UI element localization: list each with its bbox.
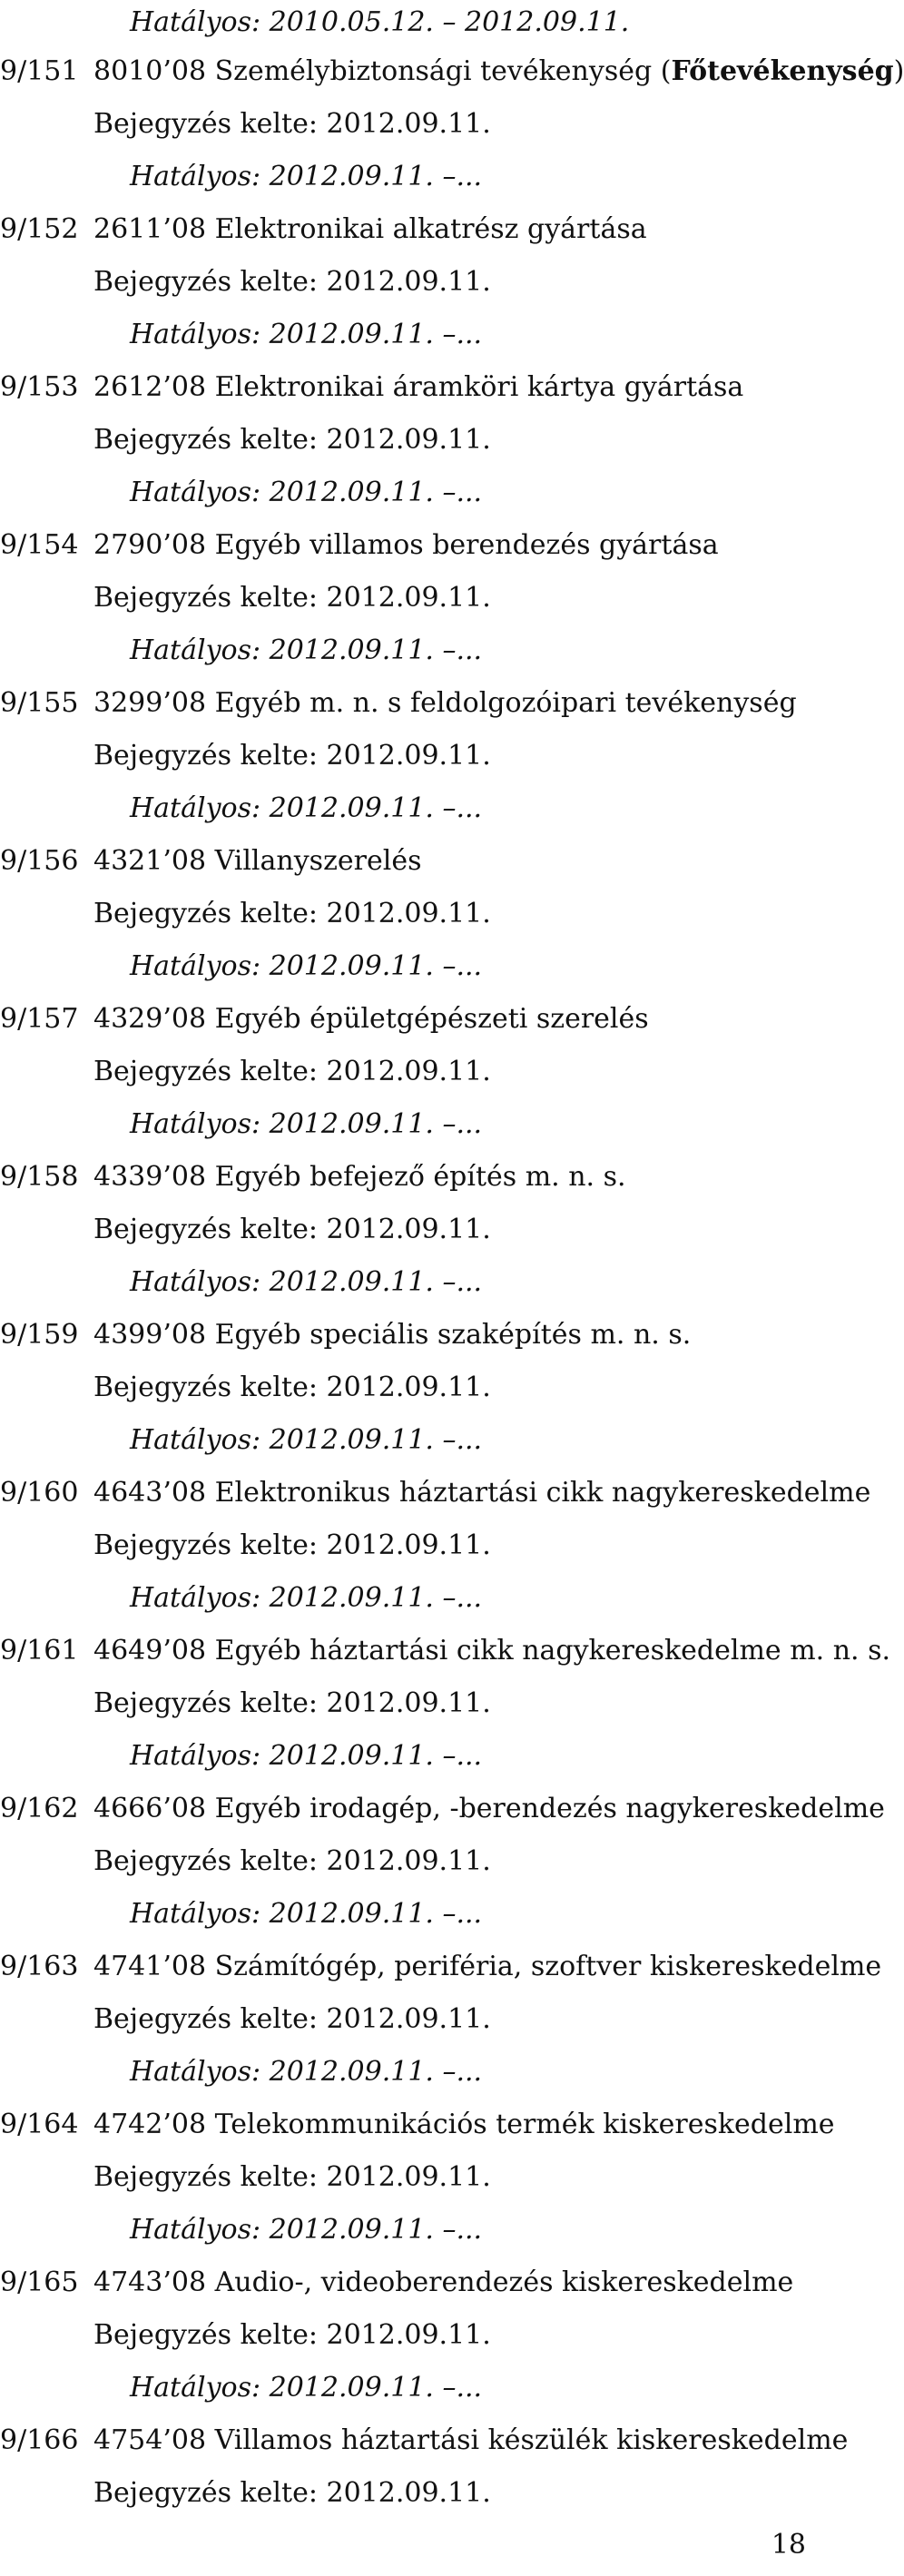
entry-number: 9/165 <box>0 2266 79 2298</box>
entry-number: 9/162 <box>0 1793 79 1824</box>
entry-date-line <box>0 98 871 151</box>
entry-date: Bejegyzés kelte: 2012.09.11. <box>93 1529 491 1561</box>
entry-date-line <box>0 572 871 624</box>
activity-text: 2790’08 Egyéb villamos berendezés gyártása <box>93 529 719 561</box>
entry-activity <box>93 2414 848 2467</box>
entry-number: 9/155 <box>0 687 79 719</box>
page-number: 18 <box>771 2529 806 2561</box>
entry-activity <box>93 1309 691 1362</box>
entry-activity <box>93 45 904 98</box>
activity-text: 2611’08 Elektronikai alkatrész gyártása <box>93 213 647 245</box>
entry-date-line <box>0 730 871 782</box>
entry-date-line <box>0 1993 871 2046</box>
entry-number: 9/158 <box>0 1161 79 1193</box>
activity-text: 4329’08 Egyéb épületgépészeti szerelés <box>93 1003 649 1035</box>
entry-heading-line <box>0 1783 885 1835</box>
entry-list <box>0 45 904 2520</box>
entry-heading-line <box>0 361 871 414</box>
activity-text: 4743’08 Audio-, videoberendezés kiskereskedelme <box>93 2266 794 2298</box>
activity-text: 4643’08 Elektronikus háztartási cikk nagykereskedelme <box>93 1477 871 1509</box>
entry-number: 9/152 <box>0 213 79 245</box>
activity-text: 4399’08 Egyéb speciális szaképítés m. n. s. <box>93 1319 692 1351</box>
entry-date-line <box>0 1519 871 1572</box>
entry-number: 9/161 <box>0 1635 79 1667</box>
entry-date-line <box>0 1046 871 1098</box>
entry-date: Bejegyzés kelte: 2012.09.11. <box>93 1372 491 1403</box>
entry-date-line <box>0 2467 871 2520</box>
entry-validity: Hatályos: 2012.09.11. –... <box>130 161 483 192</box>
entry-date: Bejegyzés kelte: 2012.09.11. <box>93 582 491 614</box>
entry-activity <box>93 1151 626 1204</box>
entry-heading-line <box>0 1625 891 1677</box>
entry-date: Bejegyzés kelte: 2012.09.11. <box>93 266 491 298</box>
entry-activity <box>93 1467 870 1519</box>
entry-validity-line <box>0 1572 871 1625</box>
entry-number: 9/157 <box>0 1003 79 1035</box>
entry-validity: Hatályos: 2012.09.11. –... <box>130 1582 483 1614</box>
entry-validity: Hatályos: 2012.09.11. –... <box>130 477 483 508</box>
entry-date: Bejegyzés kelte: 2012.09.11. <box>93 2003 491 2035</box>
entry-activity <box>93 835 421 888</box>
entry-validity-line <box>0 467 871 519</box>
entry-validity-line <box>0 624 871 677</box>
entry-activity <box>93 677 797 730</box>
entry-validity-line <box>0 782 871 835</box>
entry-number: 9/160 <box>0 1477 79 1509</box>
entry-date-line <box>0 414 871 467</box>
activity-text: 8010’08 Személybiztonsági tevékenység <box>93 55 653 87</box>
entry-number: 9/163 <box>0 1951 79 1982</box>
entry-activity <box>93 1941 881 1993</box>
entry-heading-line <box>0 2099 871 2151</box>
entry-validity-line <box>0 1888 871 1941</box>
activity-text: 4666’08 Egyéb irodagép, -berendezés nagykereskedelme <box>93 1793 885 1824</box>
entry-validity-line <box>0 2204 871 2256</box>
entry-activity <box>93 1783 885 1835</box>
entry-heading-line <box>0 519 871 572</box>
entry-date-line <box>0 1835 871 1888</box>
entry-validity-line <box>0 2362 871 2414</box>
entry-heading-line <box>0 2256 871 2309</box>
entry-activity <box>93 2099 835 2151</box>
entry-date: Bejegyzés kelte: 2012.09.11. <box>93 740 491 772</box>
entry-activity <box>93 1625 890 1677</box>
entry-validity: Hatályos: 2012.09.11. –... <box>130 319 483 350</box>
entry-date: Bejegyzés kelte: 2012.09.11. <box>93 1056 491 1087</box>
entry-activity <box>93 203 647 256</box>
entry-date: Bejegyzés kelte: 2012.09.11. <box>93 1214 491 1245</box>
entry-validity: Hatályos: 2012.09.11. –... <box>130 2214 483 2246</box>
entry-date-line <box>0 1362 871 1414</box>
entry-heading-line <box>0 1467 871 1519</box>
entry-validity-line <box>0 1098 871 1151</box>
activity-text: 4339’08 Egyéb befejező építés m. n. s. <box>93 1161 626 1193</box>
entry-activity <box>93 361 743 414</box>
entry-validity-line <box>0 2046 871 2099</box>
activity-text: 2612’08 Elektronikai áramköri kártya gyártása <box>93 371 744 403</box>
activity-text: 4741’08 Számítógép, periféria, szoftver kiskereskedelme <box>93 1951 882 1982</box>
activity-note-close: ) <box>893 55 904 87</box>
entry-heading-line <box>0 1151 871 1204</box>
entry-date: Bejegyzés kelte: 2012.09.11. <box>93 1687 491 1719</box>
entry-validity: Hatályos: 2012.09.11. –... <box>130 1898 483 1930</box>
entry-number: 9/154 <box>0 529 79 561</box>
entry-validity-line <box>0 1256 871 1309</box>
entry-date-line <box>0 2309 871 2362</box>
activity-text: 4649’08 Egyéb háztartási cikk nagykereskedelme m. n. s. <box>93 1635 891 1667</box>
activity-text: 3299’08 Egyéb m. n. s feldolgozóipari tevékenység <box>93 687 797 719</box>
entry-date-line <box>0 1677 871 1730</box>
entry-validity-line <box>0 1414 871 1467</box>
entry-validity: Hatályos: 2012.09.11. –... <box>130 1740 483 1772</box>
entry-validity: Hatályos: 2012.09.11. –... <box>130 792 483 824</box>
entry-validity: Hatályos: 2012.09.11. –... <box>130 1108 483 1140</box>
entry-heading-line <box>0 993 871 1046</box>
entry-validity-line <box>0 151 871 203</box>
entry-activity <box>93 519 719 572</box>
activity-text: 4321’08 Villanyszerelés <box>93 845 422 877</box>
entry-number: 9/156 <box>0 845 79 877</box>
entry-number: 9/159 <box>0 1319 79 1351</box>
entry-date: Bejegyzés kelte: 2012.09.11. <box>93 1845 491 1877</box>
entry-validity: Hatályos: 2012.09.11. –... <box>130 634 483 666</box>
entry-date: Bejegyzés kelte: 2012.09.11. <box>93 108 491 140</box>
entry-number: 9/164 <box>0 2109 79 2140</box>
entry-heading-line <box>0 677 871 730</box>
entry-heading-line <box>0 835 871 888</box>
validity-text: Hatályos: 2010.05.12. – 2012.09.11. <box>130 6 630 38</box>
activity-text: 4742’08 Telekommunikációs termék kiskereskedelme <box>93 2109 835 2140</box>
entry-activity <box>93 993 649 1046</box>
entry-date: Bejegyzés kelte: 2012.09.11. <box>93 424 491 456</box>
entry-date-line <box>0 1204 871 1256</box>
entry-heading-line <box>0 1941 882 1993</box>
entry-number: 9/151 <box>0 55 79 87</box>
main-activity-label: Főtevékenység <box>671 55 894 87</box>
entry-date: Bejegyzés kelte: 2012.09.11. <box>93 898 491 929</box>
entry-heading-line <box>0 203 871 256</box>
entry-validity: Hatályos: 2012.09.11. –... <box>130 2372 483 2404</box>
entry-number: 9/166 <box>0 2424 79 2456</box>
entry-validity: Hatályos: 2012.09.11. –... <box>130 1424 483 1456</box>
entry-activity <box>93 2256 793 2309</box>
entry-validity-line <box>0 940 871 993</box>
entry-date-line <box>0 256 871 309</box>
entry-date-line <box>0 888 871 940</box>
entry-number: 9/153 <box>0 371 79 403</box>
activity-text: 4754’08 Villamos háztartási készülék kiskereskedelme <box>93 2424 849 2456</box>
entry-validity: Hatályos: 2012.09.11. –... <box>130 1266 483 1298</box>
entry-heading-line <box>0 2414 871 2467</box>
entry-validity-line <box>0 309 871 361</box>
entry-heading-line <box>0 45 904 98</box>
entry-validity: Hatályos: 2012.09.11. –... <box>130 2056 483 2088</box>
entry-validity-line <box>0 1730 871 1783</box>
validity-line <box>0 0 871 45</box>
entry-date: Bejegyzés kelte: 2012.09.11. <box>93 2161 491 2193</box>
activity-note-open: ( <box>652 55 672 87</box>
entry-date: Bejegyzés kelte: 2012.09.11. <box>93 2319 491 2351</box>
entry-date: Bejegyzés kelte: 2012.09.11. <box>93 2477 491 2509</box>
entry-date-line <box>0 2151 871 2204</box>
entry-heading-line <box>0 1309 871 1362</box>
entry-validity: Hatályos: 2012.09.11. –... <box>130 950 483 982</box>
